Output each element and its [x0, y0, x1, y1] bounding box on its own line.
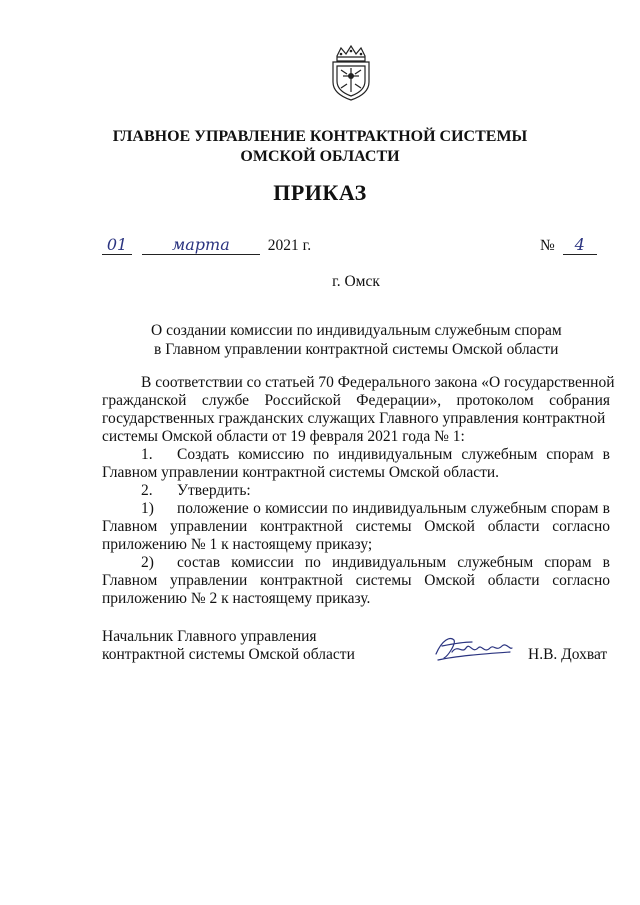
item1-number: 1. — [141, 446, 153, 463]
item2-number: 2. — [141, 482, 153, 499]
date-month: марта — [171, 235, 230, 254]
body-line2: гражданской службе Российской Федерации», протоколом собрания — [102, 392, 610, 409]
document-type: ПРИКАЗ — [273, 180, 367, 205]
org-name-line1: ГЛАВНОЕ УПРАВЛЕНИЕ КОНТРАКТНОЙ СИСТЕМЫ — [112, 128, 528, 145]
subitem1-text-end: приложению № 1 к настоящему приказу; — [102, 536, 373, 553]
subitem2-text: состав комиссии по индивидуальным служебным спорам в — [177, 554, 610, 571]
title-line2: в Главном управлении контрактной системы Омской области — [154, 341, 559, 358]
order-number — [540, 236, 597, 255]
body-line1: В соответствии со статьей 70 Федерального закона «О государственной — [141, 374, 615, 391]
signer-name: Н.В. Дохват — [528, 646, 608, 663]
body-line4: системы Омской области от 19 февраля 2021 года № 1: — [102, 428, 465, 445]
number-label: № — [540, 237, 555, 254]
number-value: 4 — [574, 235, 585, 254]
city: г. Омск — [332, 273, 380, 290]
subitem2-text-cont: Главном управлении контрактной системы Омской области согласно — [102, 572, 610, 589]
date-line — [102, 236, 311, 255]
handwritten-signature — [432, 630, 514, 666]
date-year: 2021 г. — [267, 237, 312, 254]
subitem1-number: 1) — [141, 500, 154, 517]
date-day: 01 — [106, 235, 128, 254]
subitem1-text: положение о комиссии по индивидуальным служебным спорам в — [177, 500, 610, 517]
subitem2-text-end: приложению № 2 к настоящему приказу. — [102, 590, 371, 607]
omsk-coat-of-arms-icon — [327, 44, 375, 102]
item2-text: Утвердить: — [177, 482, 251, 499]
item1-text-cont: Главном управлении контрактной системы Омской области. — [102, 464, 500, 481]
subitem2-number: 2) — [141, 554, 154, 571]
body-line3: государственных гражданских служащих Главного управления контрактной — [102, 410, 606, 427]
item1-text: Создать комиссию по индивидуальным служебным спорам в — [177, 446, 610, 463]
subitem1-text-cont: Главном управлении контрактной системы Омской области согласно — [102, 518, 610, 535]
signer-position-line1: Начальник Главного управления — [102, 628, 317, 645]
signer-position-line2: контрактной системы Омской области — [102, 646, 355, 663]
title-line1: О создании комиссии по индивидуальным служебным спорам — [151, 322, 562, 339]
org-name-line2: ОМСКОЙ ОБЛАСТИ — [240, 148, 400, 165]
